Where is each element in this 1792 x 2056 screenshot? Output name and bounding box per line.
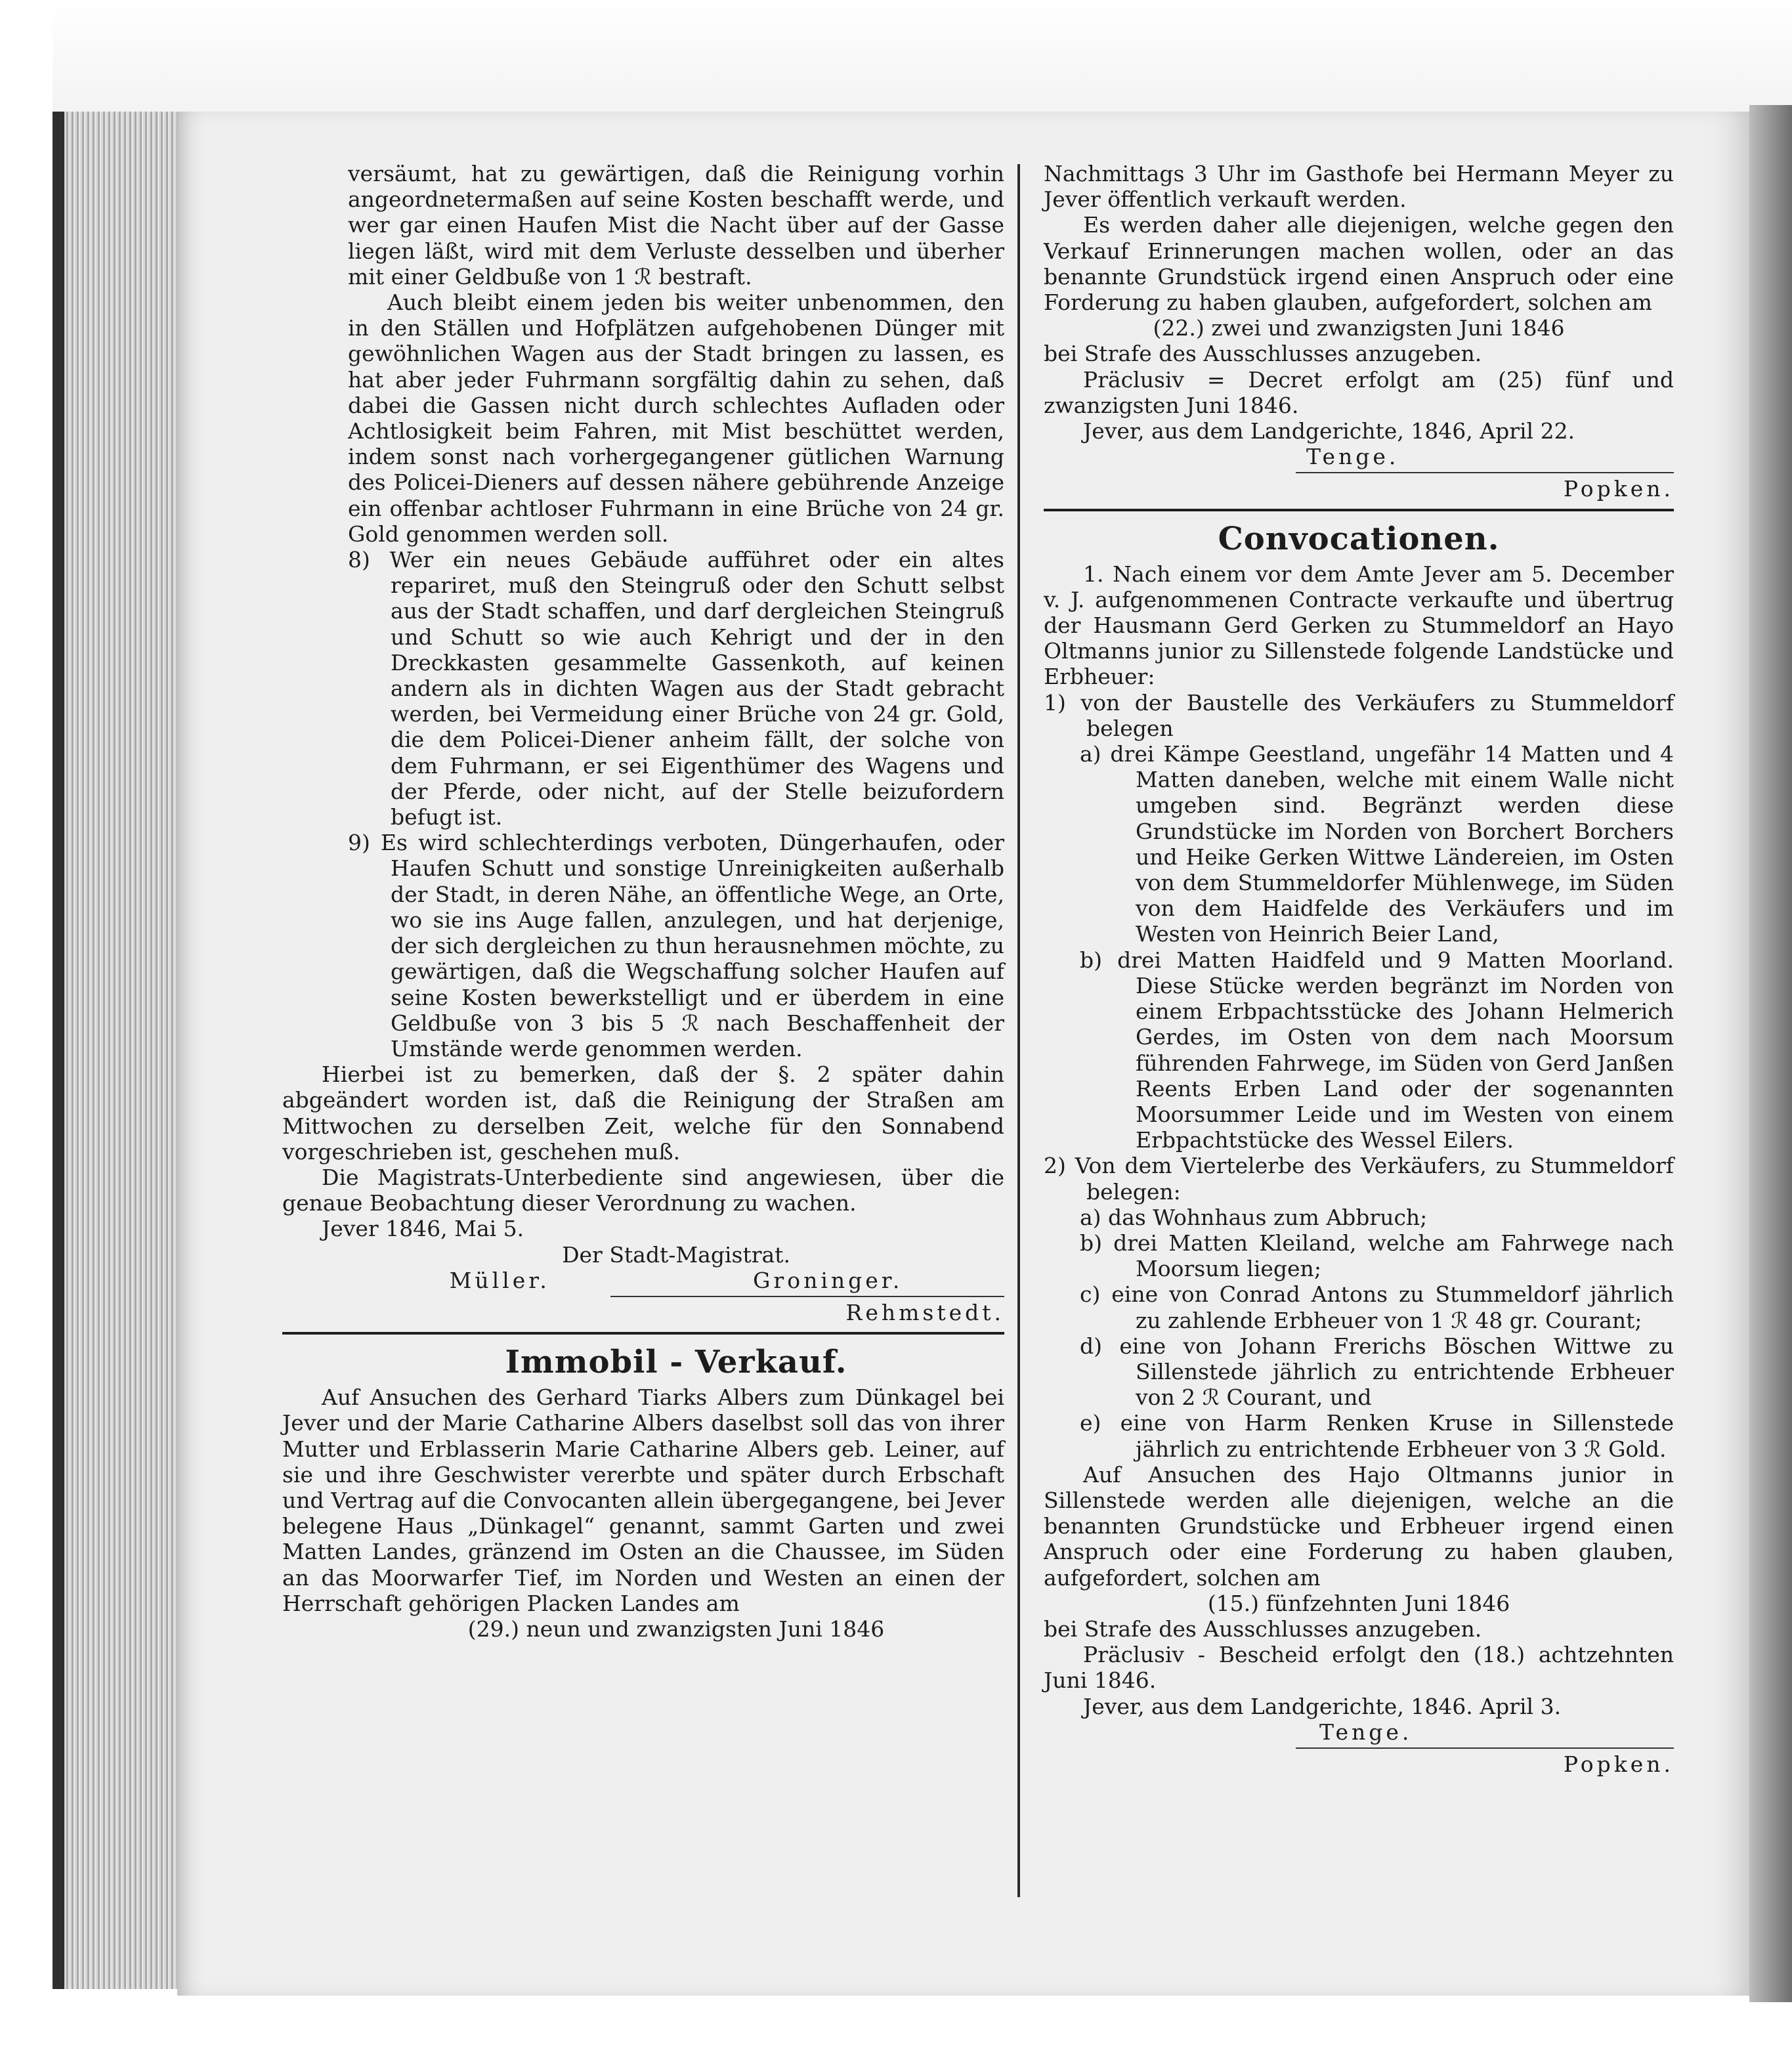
- signature-line: [348, 1268, 1004, 1293]
- date-line: (29.) neun und zwanzigsten Juni 1846: [467, 1616, 885, 1642]
- paragraph: 1. Nach einem vor dem Amte Jever am 5. December v. J. aufgenommenen Contracte verkaufte und übertrug der Hausmann Gerd Gerken zu Stummeldorf an Hayo Oltmanns junior zu Sillenstede folgende Landstücke und Erbheuer:: [1044, 561, 1674, 690]
- signature: Popken.: [1563, 476, 1674, 502]
- sub-item: a) drei Kämpe Geestland, ungefähr 14 Matten und 4 Matten daneben, welche mit einem Walle nicht umgeben sind. Begränzt werden diese Grundstücke im Norden von Borchert Borchers und Heike Gerken Wittwe Ländereien, im Osten von dem Stummeldorfer Mühlenwege, im Süden von dem Haidfelde des Verkäufers und im Westen von Heinrich Beier Land,: [1080, 741, 1674, 947]
- sub-item: c) eine von Conrad Antons zu Stummeldorf jährlich zu zahlende Erbheuer von 1 ℛ 48 gr. Courant;: [1080, 1281, 1674, 1333]
- paragraph: bei Strafe des Ausschlusses anzugeben.: [1044, 341, 1482, 367]
- paragraph: Präclusiv - Bescheid erfolgt den (18.) achtzehnten Juni 1846.: [1044, 1642, 1674, 1694]
- paragraph: Präclusiv = Decret erfolgt am (25) fünf und zwanzigsten Juni 1846.: [1044, 366, 1674, 418]
- numbered-paragraph: 2) Von dem Viertelerbe des Verkäufers, zu Stummeldorf belegen:: [1044, 1153, 1674, 1205]
- paragraph: Auf Ansuchen des Hajo Oltmanns junior in Sillenstede werden alle diejenigen, welche an die benannten Grundstücke und Erbheuer irgend einen Anspruch oder eine Forderung zu haben glauben, aufgefordert, solchen am: [1044, 1461, 1674, 1591]
- section-heading: Immobil - Verkauf.: [505, 1344, 847, 1381]
- date-line: Jever, aus dem Landgerichte, 1846, April 22.: [1083, 418, 1575, 444]
- sub-item: d) eine von Johann Frerichs Böschen Wittwe zu Sillenstede jährlich zu entrichtende Erbheuer von 2 ℛ Courant, und: [1080, 1333, 1674, 1411]
- paragraph: Nachmittags 3 Uhr im Gasthofe bei Hermann Meyer zu Jever öffentlich verkauft werden.: [1044, 161, 1674, 213]
- sub-item: b) drei Matten Haidfeld und 9 Matten Moorland. Diese Stücke werden begränzt im Norden von einem Erbpachtsstücke des Johann Helmerich Gerdes, im Osten von dem nach Moorsum führenden Fahrwege, im Süden von Gerd Janßen Reents Erben Land oder der sogenannten Moorsummer Leide und im Westen von einem Erbpachtstücke des Wessel Eilers.: [1080, 947, 1674, 1153]
- signature: Rehmstedt.: [845, 1299, 1004, 1325]
- date-line: Jever, aus dem Landgerichte, 1846. April 3.: [1083, 1693, 1562, 1719]
- column-divider: [1017, 164, 1020, 1897]
- signature: Müller.: [449, 1267, 550, 1293]
- right-column: [1044, 161, 1674, 1777]
- paragraph: Auf Ansuchen des Gerhard Tiarks Albers zum Dünkagel bei Jever und der Marie Catharine Albers daselbst soll das von ihrer Mutter und Erblasserin Marie Catharine Albers geb. Leiner, auf sie und ihre Geschwister vererbte und später durch Erbschaft und Vertrag auf die Convocanten allein übergegangene, bei Jever belegene Haus „Dünkagel“ genannt, sammt Garten und zwei Matten Landes, gränzend im Osten an die Chaussee, im Süden an das Moorwarfer Tief, im Norden und Westen an einen der Herrschaft gehörigen Placken Landes am: [282, 1384, 1004, 1616]
- paragraph: bei Strafe des Ausschlusses anzugeben.: [1044, 1616, 1482, 1642]
- signature: Popken.: [1563, 1751, 1674, 1777]
- signature: Tenge.: [1306, 444, 1399, 470]
- date-line: Jever 1846, Mai 5.: [322, 1216, 524, 1242]
- page-stack-edge: [53, 112, 189, 1989]
- rule: [610, 1296, 1004, 1297]
- paragraph: Auch bleibt einem jeden bis weiter unbenommen, den in den Ställen und Hofplätzen aufgehobenen Dünger mit gewöhnlichen Wagen aus der Stadt bringen zu lassen, es hat aber jeder Fuhrmann sorgfältig dahin zu sehen, daß dabei die Gassen nicht durch schlechtes Aufladen oder Achtlosigkeit beim Fahren, mit Mist beschüttet werden, indem sonst nach vorhergegangener gütlichen Warnung des Policei-Dieners auf dessen nähere gebührende Anzeige ein offenbar achtloser Fuhrmann in eine Brüche von 24 gr. Gold genommen werden soll.: [348, 289, 1004, 547]
- paragraph: Es werden daher alle diejenigen, welche gegen den Verkauf Erinnerungen machen wollen, oder an das benannte Grundstück irgend einen Anspruch oder eine Forderung zu haben glauben, aufgefordert, solchen am: [1044, 212, 1674, 316]
- date-line: (22.) zwei und zwanzigsten Juni 1846: [1153, 315, 1565, 341]
- numbered-paragraph: 8) Wer ein neues Gebäude aufführet oder ein altes repariret, muß den Steingruß oder den Schutt selbst aus der Stadt schaffen, und darf dergleichen Steingruß und Schutt so wie auch Kehrigt und der in den Dreckkasten gesammelte Gassenkoth, auf keinen andern als in dichten Wagen aus der Stadt gebracht werden, bei Vermeidung einer Brüche von 24 gr. Gold, die dem Policei-Diener anheim fällt, der solche von dem Fuhrmann, er sei Eigenthümer des Wagens und der Pferde, oder nicht, auf der Stelle beizufordern befugt ist.: [348, 547, 1004, 830]
- paragraph: versäumt, hat zu gewärtigen, daß die Reinigung vorhin angeordnetermaßen auf seine Kosten beschafft werde, und wer gar einen Haufen Mist die Nacht über auf der Gasse liegen läßt, wird mit dem Verluste desselben und überher mit einer Geldbuße von 1 ℛ bestraft.: [348, 161, 1004, 289]
- numbered-paragraph: 1) von der Baustelle des Verkäufers zu Stummeldorf belegen: [1044, 689, 1674, 741]
- sub-item: e) eine von Harm Renken Kruse in Sillenstede jährlich zu entrichtende Erbheuer von 3 ℛ Gold.: [1080, 1410, 1674, 1462]
- book-top-edge: [53, 0, 1792, 115]
- paragraph: Hierbei ist zu bemerken, daß der §. 2 später dahin abgeändert worden ist, daß die Reinigung der Straßen am Mittwochen zu derselben Zeit, welche für den Sonnabend vorgeschrieben ist, geschehen muß.: [282, 1061, 1004, 1165]
- numbered-paragraph: 9) Es wird schlechterdings verboten, Düngerhaufen, oder Haufen Schutt und sonstige Unreinigkeiten außerhalb der Stadt, in deren Nähe, an öffentliche Wege, an Orte, wo sie ins Auge fallen, anzulegen, und hat derjenige, der sich dergleichen zu thun herausnehmen möchte, zu gewärtigen, daß die Wegschaffung solcher Haufen auf seine Kosten bewerkstelligt und er überdem in eine Geldbuße von 3 bis 5 ℛ nach Beschaffenheit der Umstände werde genommen werden.: [348, 830, 1004, 1061]
- issuer-line: Der Stadt-Magistrat.: [562, 1241, 790, 1268]
- paragraph: Die Magistrats-Unterbediente sind angewiesen, über die genaue Beobachtung dieser Verordnung zu wachen.: [282, 1164, 1004, 1216]
- left-column: [282, 161, 1004, 1642]
- book-gutter: [1749, 105, 1792, 2002]
- rule: [1296, 472, 1674, 473]
- section-rule: [1044, 509, 1674, 511]
- section-heading: Convocationen.: [1218, 520, 1500, 557]
- rule: [1296, 1747, 1674, 1749]
- signature: Tenge.: [1319, 1719, 1413, 1745]
- signature: Groninger.: [753, 1267, 903, 1293]
- date-line: (15.) fünfzehnten Juni 1846: [1207, 1590, 1510, 1616]
- sub-item: b) drei Matten Kleiland, welche am Fahrwege nach Moorsum liegen;: [1080, 1230, 1674, 1282]
- section-rule: [282, 1332, 1004, 1335]
- sub-item: a) das Wohnhaus zum Abbruch;: [1080, 1204, 1428, 1230]
